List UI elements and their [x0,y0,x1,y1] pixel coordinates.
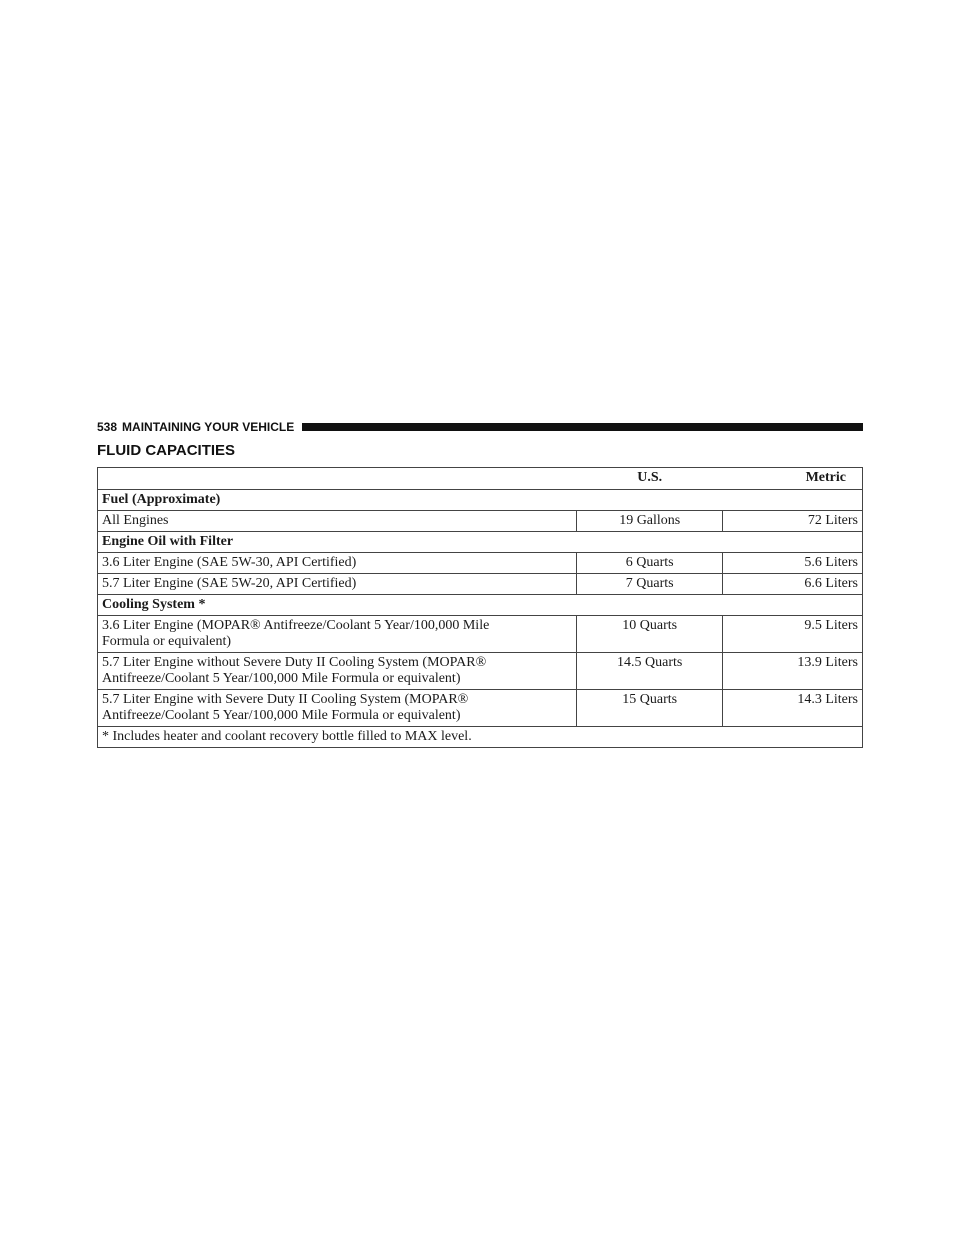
column-header-us: U.S. [577,468,723,490]
header-rule [302,423,863,431]
row-metric-value: 72 Liters [723,511,863,532]
row-metric-value: 6.6 Liters [723,574,863,595]
table-row [98,511,863,532]
row-item [98,690,577,727]
group-row-engine-oil [98,532,863,553]
group-label: Fuel (Approximate) [98,490,863,511]
column-header-metric: Metric [723,468,863,490]
table-header-row [98,468,863,490]
row-metric-value: 5.6 Liters [723,553,863,574]
row-item-line2: Formula or equivalent) [102,634,232,649]
table-row [98,653,863,690]
row-item [98,616,577,653]
row-item-line1: 3.6 Liter Engine (MOPAR® Antifreeze/Coolant 5 Year/100,000 Mile [102,618,490,633]
footnote-row [98,727,863,748]
row-item-line2: Antifreeze/Coolant 5 Year/100,000 Mile Formula or equivalent) [102,671,461,686]
row-us-value: 6 Quarts [577,553,723,574]
row-item-line1: 5.7 Liter Engine without Severe Duty II Cooling System (MOPAR® [102,655,487,670]
row-item-line2: Antifreeze/Coolant 5 Year/100,000 Mile Formula or equivalent) [102,708,461,723]
row-us-value: 15 Quarts [577,690,723,727]
row-item-line1: 5.7 Liter Engine with Severe Duty II Cooling System (MOPAR® [102,692,469,707]
table-row [98,574,863,595]
fluid-capacities-table [97,467,863,748]
page-header [97,418,863,436]
group-row-fuel [98,490,863,511]
row-metric-value: 14.3 Liters [723,690,863,727]
row-us-value: 14.5 Quarts [577,653,723,690]
row-item [98,653,577,690]
row-metric-value: 13.9 Liters [723,653,863,690]
row-us-value: 7 Quarts [577,574,723,595]
group-row-cooling [98,595,863,616]
row-item: All Engines [98,511,577,532]
group-label: Cooling System * [98,595,863,616]
table-row [98,616,863,653]
section-title: FLUID CAPACITIES [97,442,236,459]
table-row [98,553,863,574]
row-metric-value: 9.5 Liters [723,616,863,653]
footnote: * Includes heater and coolant recovery bottle filled to MAX level. [98,727,863,748]
column-header-item [98,468,577,490]
row-us-value: 10 Quarts [577,616,723,653]
section-name: MAINTAINING YOUR VEHICLE [122,420,295,434]
table-row [98,690,863,727]
row-item: 3.6 Liter Engine (SAE 5W-30, API Certified) [98,553,577,574]
row-us-value: 19 Gallons [577,511,723,532]
page-number: 538 [97,420,118,434]
group-label: Engine Oil with Filter [98,532,863,553]
row-item: 5.7 Liter Engine (SAE 5W-20, API Certified) [98,574,577,595]
